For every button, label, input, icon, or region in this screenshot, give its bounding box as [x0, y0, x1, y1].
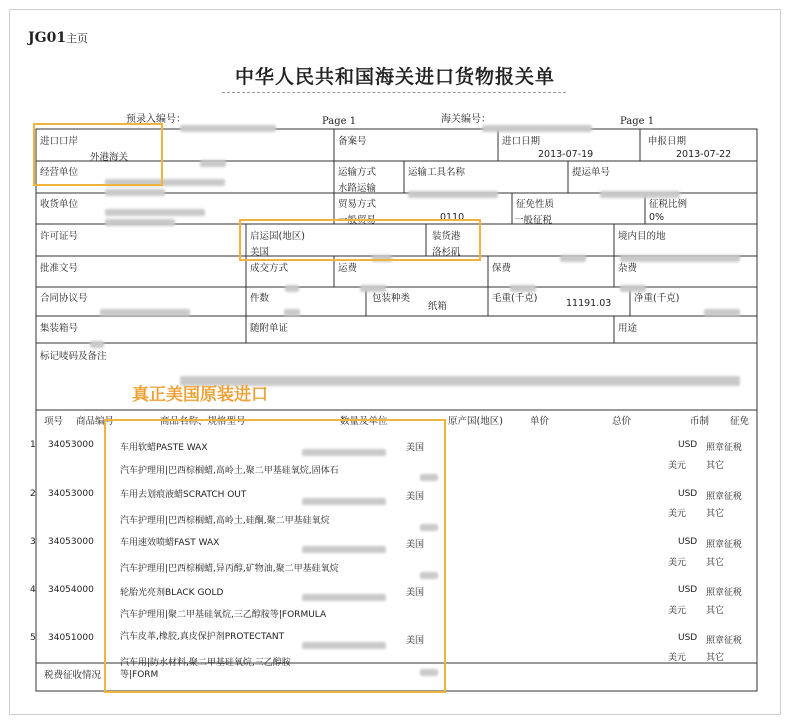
item-spec: 汽车护理用|巴西棕榈蜡,高岭土,硅酮,聚二甲基硅氧烷 — [120, 516, 330, 526]
item-spec: 汽车护理用|聚二甲基硅氧烷,三乙醇胺等|FORMULA — [120, 610, 327, 620]
item-name: 车用速效喷蜡FAST WAX — [120, 538, 220, 548]
col-code: 商品编号 — [76, 416, 115, 427]
item-levy2: 其它 — [706, 509, 725, 519]
item-spec: 汽车护理用|巴西棕榈蜡,高岭土,聚二甲基硅氧烷,固体石 — [120, 466, 339, 476]
item-levy2: 其它 — [706, 558, 725, 568]
item-levy: 照章征税 — [706, 492, 743, 502]
item-currency-name: 美元 — [668, 653, 687, 663]
item-no: 2 — [30, 489, 36, 499]
item-currency-code: USD — [678, 633, 698, 643]
pieces-label: 件数 — [250, 293, 270, 304]
item-name: 车用软蜡PASTE WAX — [120, 443, 208, 453]
highlight-import-port — [33, 123, 163, 186]
item-currency-code: USD — [678, 489, 698, 499]
transport-mode-label: 运输方式 — [338, 167, 377, 178]
item-origin: 美国 — [406, 636, 425, 646]
col-unit-price: 单价 — [530, 416, 550, 427]
col-currency: 币制 — [690, 416, 710, 427]
item-levy: 照章征税 — [706, 443, 743, 453]
package-value: 纸箱 — [428, 301, 448, 312]
redacted-text — [408, 184, 498, 203]
item-levy2: 其它 — [706, 606, 725, 616]
item-no: 3 — [30, 537, 36, 547]
page-left: Page 1 — [322, 116, 357, 127]
declare-date-value: 2013-07-22 — [676, 149, 732, 160]
doc-code: JG01主页 — [28, 30, 89, 46]
load-port-value: 洛杉矶 — [432, 247, 461, 258]
item-currency-name: 美元 — [668, 606, 687, 616]
item-origin: 美国 — [406, 588, 425, 598]
item-origin: 美国 — [406, 443, 425, 453]
item-origin: 美国 — [406, 492, 425, 502]
trade-code-value: 0110 — [440, 212, 465, 223]
item-levy: 照章征税 — [706, 540, 743, 550]
item-no: 4 — [30, 585, 36, 595]
tax-ratio-label: 征税比例 — [649, 199, 688, 210]
license-label: 许可证号 — [40, 231, 79, 242]
contract-label: 合同协议号 — [40, 293, 88, 304]
redacted-text — [285, 278, 299, 297]
item-spec: 汽车护理用|巴西棕榈蜡,异丙醇,矿物油,聚二甲基硅氧烷 — [120, 564, 339, 574]
item-levy2: 其它 — [706, 461, 725, 471]
item-currency-code: USD — [678, 537, 698, 547]
origin-country-value: 美国 — [250, 247, 270, 258]
highlight-items — [104, 419, 446, 693]
transport-tool-label: 运输工具名称 — [408, 167, 466, 178]
item-currency-name: 美元 — [668, 558, 687, 568]
misc-label: 杂费 — [618, 263, 638, 274]
tax-ratio-value: 0% — [649, 212, 665, 223]
prerecord-value-redacted — [180, 118, 276, 137]
col-total: 总价 — [612, 416, 632, 427]
item-name: 轮胎光亮剂BLACK GOLD — [120, 588, 224, 598]
customs-no-label: 海关编号： — [441, 114, 491, 125]
item-code: 34051000 — [48, 633, 94, 643]
item-origin: 美国 — [406, 540, 425, 550]
item-levy2: 其它 — [706, 653, 725, 663]
import-date-label: 进口日期 — [502, 136, 541, 147]
redacted-text — [620, 248, 740, 267]
item-levy: 照章征税 — [706, 588, 743, 598]
item-code: 34053000 — [48, 489, 94, 499]
load-port-label: 装货港 — [432, 231, 461, 242]
marks-label: 标记唛码及备注 — [40, 351, 107, 362]
item-currency-code: USD — [678, 585, 698, 595]
tax-status-label: 税费征收情况 — [44, 670, 102, 681]
highlight-origin-port — [239, 219, 481, 261]
gross-label: 毛重(千克) — [492, 293, 538, 304]
record-no-label: 备案号 — [338, 136, 367, 147]
col-no: 项号 — [44, 416, 64, 427]
item-no: 5 — [30, 633, 36, 643]
use-label: 用途 — [618, 323, 638, 334]
declare-date-label: 申报日期 — [648, 136, 687, 147]
insurance-label: 保费 — [492, 263, 512, 274]
annotation-text: 真正美国原装进口 — [132, 385, 268, 405]
redacted-text — [100, 302, 190, 321]
import-port-label: 进口口岸 — [40, 136, 79, 147]
import-port-value: 外港海关 — [90, 152, 129, 163]
dest-label: 境内目的地 — [618, 231, 666, 242]
prerecord-label: 预录入编号： — [126, 114, 186, 125]
docs-label: 随附单证 — [250, 323, 289, 334]
package-label: 包装种类 — [372, 293, 411, 304]
trade-mode-value: 一般贸易 — [338, 215, 377, 226]
tax-nature-value: 一般征税 — [514, 215, 553, 226]
item-name: 车用去划痕液蜡SCRATCH OUT — [120, 490, 247, 500]
consignee-label: 收货单位 — [40, 199, 79, 210]
deal-mode-label: 成交方式 — [250, 263, 289, 274]
item-code: 34053000 — [48, 440, 94, 450]
item-currency-name: 美元 — [668, 509, 687, 519]
item-currency-name: 美元 — [668, 461, 687, 471]
title-underline — [222, 92, 566, 93]
origin-country-label: 启运国(地区) — [250, 231, 305, 242]
item-no: 1 — [30, 440, 36, 450]
col-qty-unit: 数量及单位 — [340, 416, 388, 427]
col-origin: 原产国(地区) — [448, 416, 503, 427]
net-label: 净重(千克) — [634, 293, 680, 304]
item-code: 34053000 — [48, 537, 94, 547]
col-levy: 征免 — [730, 416, 750, 427]
page-title: 中华人民共和国海关进口货物报关单 — [234, 66, 555, 88]
item-currency-code: USD — [678, 440, 698, 450]
import-date-value: 2013-07-19 — [538, 149, 594, 160]
item-levy: 照章征税 — [706, 636, 743, 646]
container-label: 集装箱号 — [40, 323, 79, 334]
redacted-text — [105, 212, 175, 231]
item-spec: 汽车用|防水材料,聚二甲基硅氧烷,三乙醇胺等|FORM — [120, 658, 291, 680]
operator-label: 经营单位 — [40, 167, 79, 178]
redacted-text — [704, 302, 740, 321]
freight-label: 运费 — [338, 263, 358, 274]
item-name: 汽车皮革,橡胶,真皮保护剂PROTECTANT — [120, 632, 285, 642]
tax-nature-label: 征免性质 — [516, 199, 555, 210]
trade-mode-label: 贸易方式 — [338, 199, 377, 210]
col-name-spec: 商品名称、规格型号 — [160, 416, 246, 427]
bill-no-label: 提运单号 — [572, 167, 611, 178]
page-right: Page 1 — [620, 116, 655, 127]
transport-mode-value: 水路运输 — [338, 183, 377, 194]
redacted-text — [284, 302, 300, 321]
gross-value: 11191.03 — [566, 298, 612, 309]
item-code: 34054000 — [48, 585, 94, 595]
redacted-text — [200, 153, 226, 172]
approval-label: 批准文号 — [40, 263, 79, 274]
redacted-text — [560, 248, 586, 267]
